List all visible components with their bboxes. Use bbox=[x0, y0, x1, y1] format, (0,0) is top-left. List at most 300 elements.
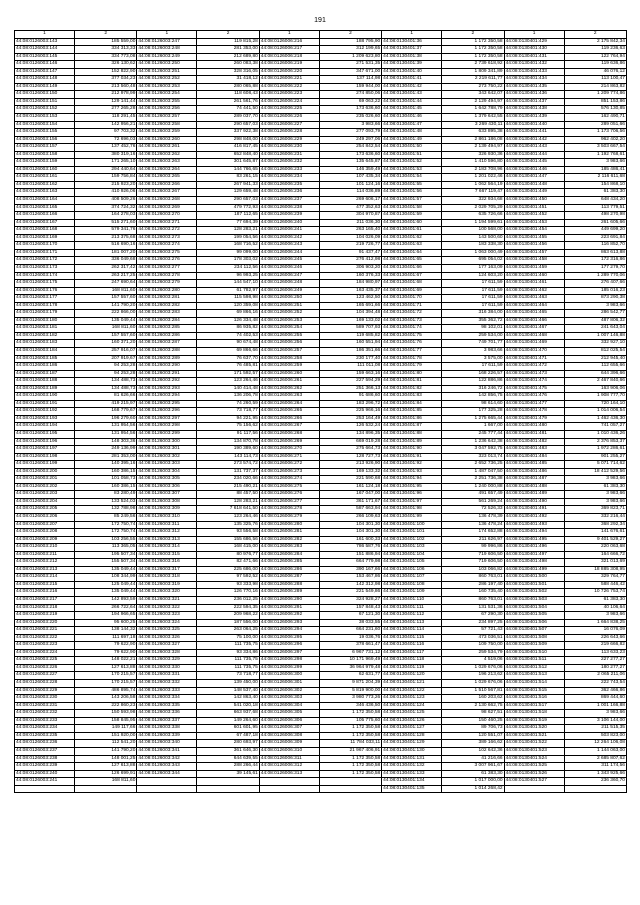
cadastral-value-cell: 3 983,66 bbox=[564, 302, 626, 310]
cadastral-number-cell: 44:08:0126006:241 bbox=[259, 227, 319, 235]
cadastral-value-cell: 286 197,40 bbox=[442, 581, 504, 589]
cadastral-value-cell: 260 083,38 bbox=[197, 61, 259, 69]
cadastral-number-cell: 44:08:0130401:104 bbox=[382, 551, 442, 559]
cadastral-number-cell: 44:08:0126003:225 bbox=[15, 657, 75, 665]
cadastral-value-cell: 96 993,25 bbox=[197, 272, 259, 280]
cadastral-number-cell: 44:08:0126006:291 bbox=[259, 604, 319, 612]
cadastral-value-cell: 21 967 406,91 bbox=[319, 747, 381, 755]
cadastral-value-cell: 576 130,85 bbox=[564, 106, 626, 114]
cadastral-number-cell: 44:08:0126003:277 bbox=[137, 264, 197, 272]
cadastral-value-cell: 72 696,03 bbox=[75, 136, 137, 144]
cadastral-value-cell: 102 642,36 bbox=[442, 747, 504, 755]
cadastral-number-cell: 44:08:0126003:203 bbox=[15, 491, 75, 499]
cadastral-number-cell: 44:08:0126006:283 bbox=[259, 544, 319, 552]
cadastral-number-cell bbox=[137, 778, 197, 786]
cadastral-value-cell: 194 966,65 bbox=[75, 612, 137, 620]
cadastral-number-cell: 44:08:0130401:92 bbox=[382, 461, 442, 469]
cadastral-value-cell: 390 167,66 bbox=[319, 566, 381, 574]
table-row bbox=[15, 672, 627, 680]
cadastral-value-cell: 185 486,41 bbox=[564, 166, 626, 174]
cadastral-value-cell: 280 065,88 bbox=[197, 83, 259, 91]
cadastral-number-cell: 44:08:0126006:308 bbox=[259, 732, 319, 740]
cadastral-number-cell: 44:08:0130401:38 bbox=[382, 53, 442, 61]
table-row bbox=[15, 317, 627, 325]
cadastral-number-cell: 44:08:0130401:77 bbox=[382, 347, 442, 355]
cadastral-value-cell: 663 937,68 bbox=[197, 710, 259, 718]
cadastral-value-cell: 168 716,52 bbox=[197, 242, 259, 250]
table-row bbox=[15, 581, 627, 589]
cadastral-value-cell: 288 266,44 bbox=[197, 763, 259, 771]
table-row bbox=[15, 189, 627, 197]
cadastral-value-cell: 143 500,60 bbox=[442, 234, 504, 242]
cadastral-value-cell: 157 557,60 bbox=[75, 295, 137, 303]
cadastral-value-cell: 123 462,50 bbox=[319, 295, 381, 303]
cadastral-number-cell: 44:08:0130401:469 bbox=[504, 340, 564, 348]
cadastral-value-cell: 132 788,98 bbox=[75, 506, 137, 514]
cadastral-number-cell: 44:08:0126006:239 bbox=[259, 212, 319, 220]
cadastral-number-cell: 44:08:0126006:222 bbox=[259, 83, 319, 91]
cadastral-number-cell: 44:08:0130401:481 bbox=[504, 430, 564, 438]
table-row bbox=[15, 355, 627, 363]
cadastral-number-cell: 44:08:0130401:93 bbox=[382, 468, 442, 476]
cadastral-value-cell: 160 551,94 bbox=[319, 340, 381, 348]
cadastral-value-cell: 16 076,09 bbox=[564, 627, 626, 635]
table-row bbox=[15, 785, 627, 793]
cadastral-value-cell: 254 842,54 bbox=[319, 144, 381, 152]
table-row bbox=[15, 287, 627, 295]
cadastral-value-cell: 473 036,51 bbox=[442, 634, 504, 642]
cadastral-value-cell: 271 531,35 bbox=[319, 61, 381, 69]
cadastral-value-cell: 263 064,25 bbox=[197, 627, 259, 635]
cadastral-number-cell: 44:08:0130401:98 bbox=[382, 506, 442, 514]
cadastral-value-cell: 173 636,60 bbox=[319, 106, 381, 114]
cadastral-value-cell: 183 338,30 bbox=[442, 242, 504, 250]
cadastral-value-cell: 334 313,33 bbox=[75, 46, 137, 54]
cadastral-value-cell: 1 062 564,19 bbox=[442, 181, 504, 189]
cadastral-number-cell: 44:08:0130401:457 bbox=[504, 249, 564, 257]
cadastral-number-cell: 44:08:0130401:40 bbox=[382, 68, 442, 76]
cadastral-value-cell: 225 966,16 bbox=[319, 408, 381, 416]
cadastral-value-cell: 1 172 350,58 bbox=[319, 732, 381, 740]
cadastral-value-cell: 245 777,44 bbox=[442, 430, 504, 438]
cadastral-number-cell: 44:08:0130401:484 bbox=[504, 453, 564, 461]
cadastral-number-cell: 44:08:0126003:318 bbox=[137, 574, 197, 582]
cadastral-number-cell: 44:08:0126006:292 bbox=[259, 612, 319, 620]
cadastral-number-cell: 44:08:0130401:429 bbox=[504, 38, 564, 46]
cadastral-number-cell: 44:08:0126003:270 bbox=[137, 212, 197, 220]
cadastral-number-cell: 44:08:0130401:523 bbox=[504, 747, 564, 755]
cadastral-value-cell: 1 144 063,00 bbox=[564, 747, 626, 755]
cadastral-number-cell: 44:08:0126003:172 bbox=[15, 257, 75, 265]
cadastral-number-cell: 44:08:0130401:115 bbox=[382, 634, 442, 642]
cadastral-number-cell: 44:08:0126003:280 bbox=[137, 287, 197, 295]
cadastral-value-cell: 97 592,52 bbox=[197, 574, 259, 582]
cadastral-number-cell: 44:08:0126006:286 bbox=[259, 566, 319, 574]
cadastral-number-cell: 44:08:0130401:431 bbox=[504, 53, 564, 61]
cadastral-value-cell: 1 201 022,46 bbox=[442, 174, 504, 182]
cadastral-value-cell: 962 402,20 bbox=[564, 136, 626, 144]
cadastral-number-cell: 44:08:0126003:185 bbox=[15, 355, 75, 363]
table-row bbox=[15, 589, 627, 597]
table-row bbox=[15, 627, 627, 635]
cadastral-value-cell: 860 763,01 bbox=[442, 574, 504, 582]
cadastral-value-cell: 91 437,47 bbox=[319, 249, 381, 257]
cadastral-number-cell: 44:08:0126003:228 bbox=[15, 680, 75, 688]
cadastral-number-cell: 44:08:0126003:254 bbox=[137, 91, 197, 99]
cadastral-number-cell: 44:08:0130401:73 bbox=[382, 317, 442, 325]
cadastral-value-cell: 1 642 788,79 bbox=[442, 106, 504, 114]
table-row bbox=[15, 483, 627, 491]
cadastral-number-cell: 44:08:0126003:220 bbox=[15, 619, 75, 627]
cadastral-value-cell: 19 036,76 bbox=[319, 634, 381, 642]
cadastral-number-cell: 44:08:0130401:94 bbox=[382, 476, 442, 484]
cadastral-number-cell: 44:08:0126006:237 bbox=[259, 197, 319, 205]
cadastral-value-cell: 2 183 708,96 bbox=[442, 166, 504, 174]
table-row bbox=[15, 597, 627, 605]
cadastral-value-cell: 2 130 662,75 bbox=[442, 702, 504, 710]
cadastral-value-cell: 1 289 770,06 bbox=[564, 272, 626, 280]
cadastral-value-cell: 378 661,47 bbox=[319, 642, 381, 650]
cadastral-number-cell: 44:08:0126003:325 bbox=[137, 627, 197, 635]
cadastral-number-cell: 44:08:0126003:151 bbox=[15, 98, 75, 106]
cadastral-number-cell: 44:08:0126006:235 bbox=[259, 181, 319, 189]
cadastral-number-cell: 44:08:0130401:476 bbox=[504, 393, 564, 401]
cadastral-number-cell: 44:08:0126006:261 bbox=[259, 378, 319, 386]
cadastral-value-cell: 136 478,39 bbox=[442, 514, 504, 522]
cadastral-number-cell: 44:08:0126006:255 bbox=[259, 332, 319, 340]
cadastral-number-cell: 44:08:0130401:500 bbox=[504, 574, 564, 582]
cadastral-number-cell: 44:08:0126003:168 bbox=[15, 227, 75, 235]
table-row bbox=[15, 249, 627, 257]
cadastral-number-cell: 44:08:0130401:44 bbox=[382, 98, 442, 106]
cadastral-value-cell: 118 291,45 bbox=[75, 114, 137, 122]
cadastral-number-cell: 44:08:0126003:297 bbox=[137, 415, 197, 423]
table-row bbox=[15, 234, 627, 242]
cadastral-number-cell: 44:08:0130401:126 bbox=[382, 717, 442, 725]
cadastral-number-cell: 44:08:0130401:123 bbox=[382, 695, 442, 703]
cadastral-value-cell: 515 271,60 bbox=[75, 219, 137, 227]
table-row bbox=[15, 378, 627, 386]
cadastral-value-cell: 134 488,73 bbox=[75, 385, 137, 393]
cadastral-value-cell: 220 063,68 bbox=[564, 544, 626, 552]
cadastral-number-cell: 44:08:0126003:251 bbox=[137, 68, 197, 76]
cadastral-number-cell: 44:08:0126003:266 bbox=[137, 181, 197, 189]
cadastral-value-cell: 168 811,60 bbox=[75, 325, 137, 333]
cadastral-number-cell: 44:08:0130401:463 bbox=[504, 295, 564, 303]
cadastral-value-cell: 36 964 979,48 bbox=[319, 664, 381, 672]
cadastral-number-cell: 44:08:0126003:170 bbox=[15, 242, 75, 250]
cadastral-value-cell: 298 848,00 bbox=[197, 136, 259, 144]
cadastral-number-cell: 44:08:0126003:195 bbox=[15, 430, 75, 438]
cadastral-number-cell: 44:08:0126006:228 bbox=[259, 129, 319, 137]
cadastral-number-cell: 44:08:0126003:316 bbox=[137, 559, 197, 567]
cadastral-number-cell: 44:08:0130401:434 bbox=[504, 76, 564, 84]
cadastral-value-cell: 241 643,04 bbox=[564, 325, 626, 333]
cadastral-number-cell: 44:08:0126003:162 bbox=[15, 181, 75, 189]
cadastral-number-cell: 44:08:0126006:272 bbox=[259, 461, 319, 469]
cadastral-number-cell: 44:08:0126003:192 bbox=[15, 408, 75, 416]
cadastral-number-cell: 44:08:0126003:222 bbox=[15, 634, 75, 642]
cadastral-number-cell: 44:08:0126003:236 bbox=[15, 740, 75, 748]
cadastral-number-cell: 44:08:0126006:274 bbox=[259, 476, 319, 484]
cadastral-number-cell: 44:08:0130401:85 bbox=[382, 408, 442, 416]
cadastral-number-cell: 44:08:0130401:475 bbox=[504, 385, 564, 393]
cadastral-number-cell: 44:08:0130401:479 bbox=[504, 415, 564, 423]
cadastral-number-cell: 44:08:0130401:86 bbox=[382, 415, 442, 423]
cadastral-number-cell: 44:08:0130401:488 bbox=[504, 483, 564, 491]
cadastral-value-cell: 5 819 900,00 bbox=[319, 687, 381, 695]
cadastral-number-cell: 44:08:0126003:326 bbox=[137, 634, 197, 642]
cadastral-value-cell: 7 618 641,50 bbox=[197, 506, 259, 514]
cadastral-value-cell: 9 401 529,27 bbox=[564, 536, 626, 544]
cadastral-number-cell: 44:08:0130401:83 bbox=[382, 393, 442, 401]
cadastral-value-cell: 644 639,55 bbox=[197, 755, 259, 763]
cadastral-value-cell: 61 383,30 bbox=[564, 189, 626, 197]
table-row bbox=[15, 340, 627, 348]
cadastral-value-cell: 39 145,61 bbox=[197, 770, 259, 778]
cadastral-value-cell: 222 866,00 bbox=[75, 310, 137, 318]
table-row bbox=[15, 778, 627, 786]
table-body bbox=[15, 38, 627, 793]
cadastral-number-cell: 44:08:0126003:265 bbox=[137, 174, 197, 182]
cadastral-value-cell: 1 379 642,55 bbox=[442, 114, 504, 122]
cadastral-value-cell: 211 626,97 bbox=[442, 536, 504, 544]
cadastral-value-cell: 98 102,01 bbox=[442, 325, 504, 333]
cadastral-value-cell: 113 100,47 bbox=[564, 76, 626, 84]
cadastral-value-cell: 361 646,30 bbox=[197, 747, 259, 755]
cadastral-value-cell: 173 636,60 bbox=[319, 151, 381, 159]
cadastral-value-cell: 343 642,07 bbox=[442, 91, 504, 99]
cadastral-value-cell: 652 848,40 bbox=[197, 151, 259, 159]
cadastral-value-cell: 61 383,30 bbox=[564, 597, 626, 605]
cadastral-number-cell: 44:08:0126003:190 bbox=[15, 393, 75, 401]
cadastral-value-cell: 3 983,66 bbox=[442, 347, 504, 355]
cadastral-value-cell: 3 983,66 bbox=[564, 491, 626, 499]
cadastral-value-cell: 3 106 144,00 bbox=[564, 717, 626, 725]
cadastral-number-cell: 44:08:0130401:129 bbox=[382, 740, 442, 748]
column-header: 1 bbox=[504, 31, 564, 39]
cadastral-value-cell: 377 034,23 bbox=[75, 76, 137, 84]
cadastral-value-cell: 77 694,39 bbox=[197, 219, 259, 227]
cadastral-value-cell: 163 906,06 bbox=[564, 385, 626, 393]
table-row bbox=[15, 536, 627, 544]
cadastral-value-cell: 225 686,00 bbox=[197, 566, 259, 574]
cadastral-value-cell: 133 524,03 bbox=[75, 498, 137, 506]
cadastral-number-cell: 44:08:0126003:164 bbox=[15, 197, 75, 205]
cadastral-number-cell: 44:08:0126003:256 bbox=[137, 106, 197, 114]
cadastral-number-cell: 44:08:0126003:199 bbox=[15, 461, 75, 469]
cadastral-number-cell: 44:08:0130401:443 bbox=[504, 144, 564, 152]
cadastral-value-cell: 119 636,86 bbox=[564, 61, 626, 69]
cadastral-value-cell: 416 817,45 bbox=[197, 144, 259, 152]
cadastral-number-cell: 44:08:0130401:121 bbox=[382, 680, 442, 688]
cadastral-number-cell: 44:08:0130401:74 bbox=[382, 325, 442, 333]
cadastral-value-cell: 449 699,20 bbox=[564, 227, 626, 235]
cadastral-value-cell: 215 923,20 bbox=[75, 181, 137, 189]
table-row bbox=[15, 151, 627, 159]
cadastral-value-cell: 103 066,82 bbox=[442, 566, 504, 574]
cadastral-value-cell: 162 490,71 bbox=[564, 114, 626, 122]
cadastral-number-cell: 44:08:0126003:328 bbox=[137, 649, 197, 657]
cadastral-value-cell: 212 689,80 bbox=[197, 53, 259, 61]
cadastral-value-cell: 261 605,66 bbox=[564, 219, 626, 227]
cadastral-number-cell: 44:08:0126003:210 bbox=[15, 544, 75, 552]
cadastral-value-cell bbox=[319, 785, 381, 793]
table-row bbox=[15, 725, 627, 733]
cadastral-number-cell: 44:08:0126003:204 bbox=[15, 498, 75, 506]
cadastral-number-cell: 44:08:0126006:256 bbox=[259, 340, 319, 348]
cadastral-number-cell: 44:08:0126003:295 bbox=[137, 400, 197, 408]
cadastral-number-cell: 44:08:0126003:229 bbox=[15, 687, 75, 695]
cadastral-value-cell: 587 663,94 bbox=[319, 506, 381, 514]
cadastral-value-cell: 786 587,76 bbox=[319, 544, 381, 552]
cadastral-value-cell: 18 885 308,95 bbox=[564, 566, 626, 574]
table-row bbox=[15, 702, 627, 710]
cadastral-value-cell: 6 967 731,12 bbox=[319, 649, 381, 657]
cadastral-value-cell: 207 919,67 bbox=[75, 355, 137, 363]
cadastral-number-cell: 44:08:0130401:505 bbox=[504, 612, 564, 620]
cadastral-number-cell: 44:08:0126003:288 bbox=[137, 347, 197, 355]
cadastral-number-cell: 44:08:0126003:339 bbox=[137, 732, 197, 740]
cadastral-value-cell: 589 707,93 bbox=[319, 325, 381, 333]
cadastral-value-cell: 276 412,98 bbox=[319, 257, 381, 265]
cadastral-value-cell: 635 726,66 bbox=[442, 212, 504, 220]
cadastral-number-cell: 44:08:0126006:278 bbox=[259, 506, 319, 514]
cadastral-number-cell: 44:08:0130401:128 bbox=[382, 732, 442, 740]
cadastral-value-cell: 174 652,88 bbox=[442, 529, 504, 537]
cadastral-value-cell: 144 547,10 bbox=[197, 280, 259, 288]
cadastral-number-cell: 44:08:0126006:297 bbox=[259, 649, 319, 657]
table-row bbox=[15, 446, 627, 454]
cadastral-number-cell: 44:08:0126006:253 bbox=[259, 317, 319, 325]
cadastral-value-cell: 274 850,06 bbox=[319, 91, 381, 99]
cadastral-number-cell: 44:08:0126006:219 bbox=[259, 61, 319, 69]
cadastral-value-cell: 137 114,98 bbox=[319, 76, 381, 84]
cadastral-value-cell: 221 590,68 bbox=[319, 476, 381, 484]
cadastral-value-cell: 126 770,16 bbox=[197, 589, 259, 597]
cadastral-value-cell: 408 509,26 bbox=[75, 197, 137, 205]
cadastral-number-cell: 44:08:0126003:279 bbox=[137, 280, 197, 288]
cadastral-number-cell: 44:08:0126003:327 bbox=[137, 642, 197, 650]
cadastral-number-cell: 44:08:0126003:283 bbox=[137, 310, 197, 318]
cadastral-value-cell: 160 386,15 bbox=[75, 468, 137, 476]
cadastral-value-cell: 76 485,81 bbox=[197, 363, 259, 371]
table-row bbox=[15, 385, 627, 393]
cadastral-number-cell: 44:08:0130401:88 bbox=[382, 430, 442, 438]
cadastral-value-cell: 11 784 033,11 bbox=[319, 740, 381, 748]
cadastral-value-cell: 74 441,50 bbox=[197, 106, 259, 114]
cadastral-number-cell: 44:08:0126006:305 bbox=[259, 710, 319, 718]
table-row bbox=[15, 634, 627, 642]
cadastral-number-cell: 44:08:0130401:458 bbox=[504, 257, 564, 265]
cadastral-value-cell: 2 029 705,29 bbox=[442, 204, 504, 212]
cadastral-value-cell: 2 219 611,77 bbox=[442, 76, 504, 84]
cadastral-value-cell: 128 727,73 bbox=[319, 453, 381, 461]
cadastral-value-cell: 61 782,97 bbox=[197, 287, 259, 295]
cadastral-number-cell: 44:08:0126006:217 bbox=[259, 46, 319, 54]
cadastral-value-cell: 1 007 146,88 bbox=[564, 332, 626, 340]
cadastral-number-cell: 44:08:0126006:279 bbox=[259, 514, 319, 522]
cadastral-value-cell: 503 823,00 bbox=[564, 732, 626, 740]
cadastral-number-cell: 44:08:0130401:456 bbox=[504, 242, 564, 250]
cadastral-value-cell: 1 487 047,50 bbox=[442, 468, 504, 476]
cadastral-number-cell: 44:08:0130401:132 bbox=[382, 763, 442, 771]
table-row bbox=[15, 68, 627, 76]
cadastral-value-cell: 75 156,62 bbox=[197, 423, 259, 431]
cadastral-value-cell: 1 209 774,86 bbox=[564, 91, 626, 99]
cadastral-number-cell: 44:08:0126006:268 bbox=[259, 430, 319, 438]
cadastral-number-cell: 44:08:0130401:36 bbox=[382, 38, 442, 46]
cadastral-number-cell: 44:08:0130401:127 bbox=[382, 725, 442, 733]
cadastral-value-cell: 180 277,27 bbox=[564, 664, 626, 672]
cadastral-value-cell: 116 852,70 bbox=[564, 242, 626, 250]
cadastral-value-cell: 57 721,43 bbox=[442, 627, 504, 635]
cadastral-value-cell: 1 667,00 bbox=[442, 423, 504, 431]
cadastral-number-cell: 44:08:0130401:72 bbox=[382, 310, 442, 318]
cadastral-value-cell: 1 172 350,58 bbox=[319, 755, 381, 763]
cadastral-value-cell: 7 667 119,47 bbox=[442, 189, 504, 197]
cadastral-number-cell: 44:08:0130401:445 bbox=[504, 159, 564, 167]
cadastral-number-cell: 44:08:0126006:277 bbox=[259, 498, 319, 506]
cadastral-number-cell: 44:08:0126003:157 bbox=[15, 144, 75, 152]
cadastral-number-cell: 44:08:0130401:509 bbox=[504, 642, 564, 650]
cadastral-value-cell: 410 926,06 bbox=[75, 189, 137, 197]
cadastral-number-cell: 44:08:0126003:155 bbox=[15, 129, 75, 137]
cadastral-number-cell: 44:08:0130401:105 bbox=[382, 559, 442, 567]
cadastral-number-cell: 44:08:0126003:161 bbox=[15, 174, 75, 182]
cadastral-number-cell: 44:08:0126003:282 bbox=[137, 302, 197, 310]
cadastral-number-cell: 44:08:0130401:122 bbox=[382, 687, 442, 695]
cadastral-value-cell: 12 264 106,08 bbox=[564, 740, 626, 748]
cadastral-value-cell: 168 226,57 bbox=[442, 370, 504, 378]
cadastral-number-cell: 44:08:0126003:253 bbox=[137, 83, 197, 91]
cadastral-value-cell: 183 296,72 bbox=[319, 400, 381, 408]
cadastral-number-cell: 44:08:0130401:447 bbox=[504, 174, 564, 182]
cadastral-number-cell: 44:08:0126003:298 bbox=[137, 423, 197, 431]
cadastral-value-cell: 273 574,72 bbox=[197, 461, 259, 469]
cadastral-value-cell: 1 172 350,58 bbox=[442, 38, 504, 46]
cadastral-value-cell: 177 279,70 bbox=[564, 264, 626, 272]
table-row bbox=[15, 755, 627, 763]
cadastral-number-cell: 44:08:0130401:113 bbox=[382, 619, 442, 627]
cadastral-value-cell: 136 478,24 bbox=[442, 521, 504, 529]
column-header: 2 bbox=[197, 31, 259, 39]
table-row bbox=[15, 212, 627, 220]
cadastral-number-cell: 44:08:0126003:273 bbox=[137, 234, 197, 242]
cadastral-value-cell: 120 551,07 bbox=[442, 732, 504, 740]
cadastral-number-cell: 44:08:0130401:64 bbox=[382, 249, 442, 257]
cadastral-value-cell: 83 280,49 bbox=[75, 491, 137, 499]
table-row bbox=[15, 710, 627, 718]
cadastral-number-cell: 44:08:0130401:472 bbox=[504, 363, 564, 371]
cadastral-number-cell: 44:08:0126003:338 bbox=[137, 725, 197, 733]
cadastral-number-cell: 44:08:0130401:483 bbox=[504, 446, 564, 454]
cadastral-value-cell: 633 895,38 bbox=[442, 129, 504, 137]
cadastral-value-cell: 168 811,60 bbox=[75, 287, 137, 295]
cadastral-number-cell: 44:08:0130401:75 bbox=[382, 332, 442, 340]
cadastral-value-cell: 141 790,20 bbox=[75, 747, 137, 755]
table-row bbox=[15, 468, 627, 476]
cadastral-number-cell: 44:08:0130401:133 bbox=[382, 770, 442, 778]
cadastral-number-cell: 44:08:0130401:111 bbox=[382, 604, 442, 612]
cadastral-value-cell: 109 750,00 bbox=[442, 642, 504, 650]
cadastral-value-cell: 516 690,16 bbox=[75, 242, 137, 250]
cadastral-value-cell: 62 631,77 bbox=[319, 672, 381, 680]
table-row bbox=[15, 204, 627, 212]
cadastral-number-cell: 44:08:0130401:433 bbox=[504, 68, 564, 76]
cadastral-number-cell: 44:08:0130401:525 bbox=[504, 763, 564, 771]
cadastral-value-cell: 91 686,60 bbox=[319, 393, 381, 401]
